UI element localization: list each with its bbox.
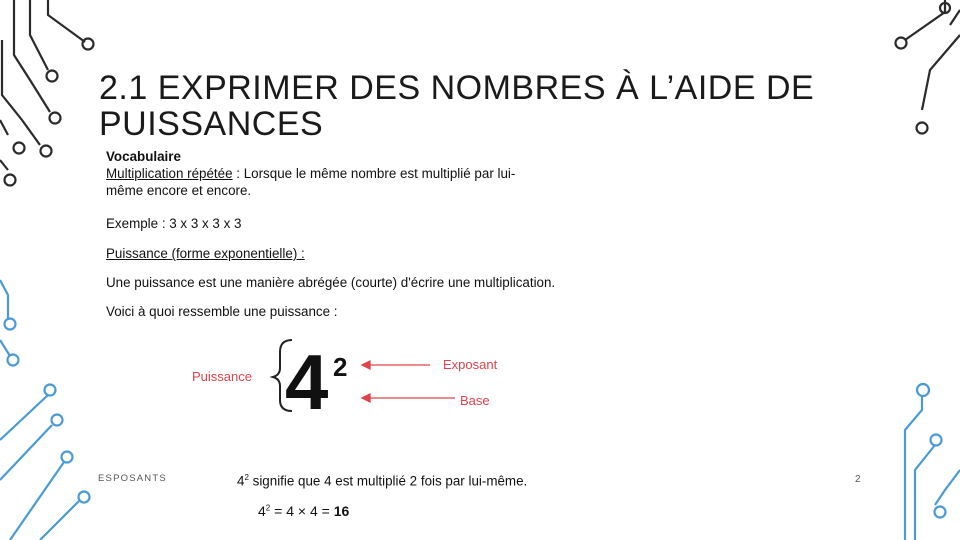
diagram-label-base: Base bbox=[460, 393, 490, 408]
example-line: Exemple : 3 x 3 x 3 x 3 bbox=[106, 216, 242, 231]
vocab-heading: Vocabulaire bbox=[106, 149, 181, 164]
mult-term: Multiplication répétée bbox=[106, 166, 233, 181]
eq-left: 4 bbox=[258, 503, 266, 519]
puissance-definition: Une puissance est une manière abrégée (courte) d'écrire une multiplication. bbox=[106, 275, 556, 290]
bottom-equation bbox=[258, 503, 349, 519]
eq-mid: = 4 × 4 = bbox=[270, 503, 334, 519]
diagram-exponent-digit: 2 bbox=[333, 352, 348, 382]
slide-number: 2 bbox=[855, 474, 861, 485]
mult-def-1: : Lorsque le même nombre est multiplié par lui- bbox=[232, 166, 516, 181]
diagram-label-puissance: Puissance bbox=[192, 369, 252, 384]
arrow-base bbox=[362, 394, 455, 402]
arrow-exposant bbox=[362, 361, 430, 369]
mult-def-2: même encore et encore. bbox=[106, 183, 252, 198]
bottom-sentence bbox=[237, 473, 527, 488]
sentence-exp: 2 bbox=[244, 473, 249, 482]
voici-line: Voici à quoi ressemble une puissance : bbox=[106, 304, 338, 319]
diagram-label-exposant: Exposant bbox=[443, 357, 498, 372]
footer-label: ESPOSANTS bbox=[98, 473, 167, 484]
puissance-term: Puissance (forme exponentielle) : bbox=[106, 246, 305, 261]
eq-exp: 2 bbox=[265, 503, 271, 513]
sentence-base: 4 bbox=[237, 473, 245, 489]
diagram-base-digit: 4 bbox=[285, 338, 329, 426]
title-line-2: PUISSANCES bbox=[99, 105, 324, 143]
title-line-1: 2.1 EXPRIMER DES NOMBRES À L’AIDE DE bbox=[99, 69, 815, 107]
eq-result: 16 bbox=[333, 503, 350, 519]
sentence-rest: signifie que 4 est multiplié 2 fois par lui-même. bbox=[248, 473, 528, 489]
